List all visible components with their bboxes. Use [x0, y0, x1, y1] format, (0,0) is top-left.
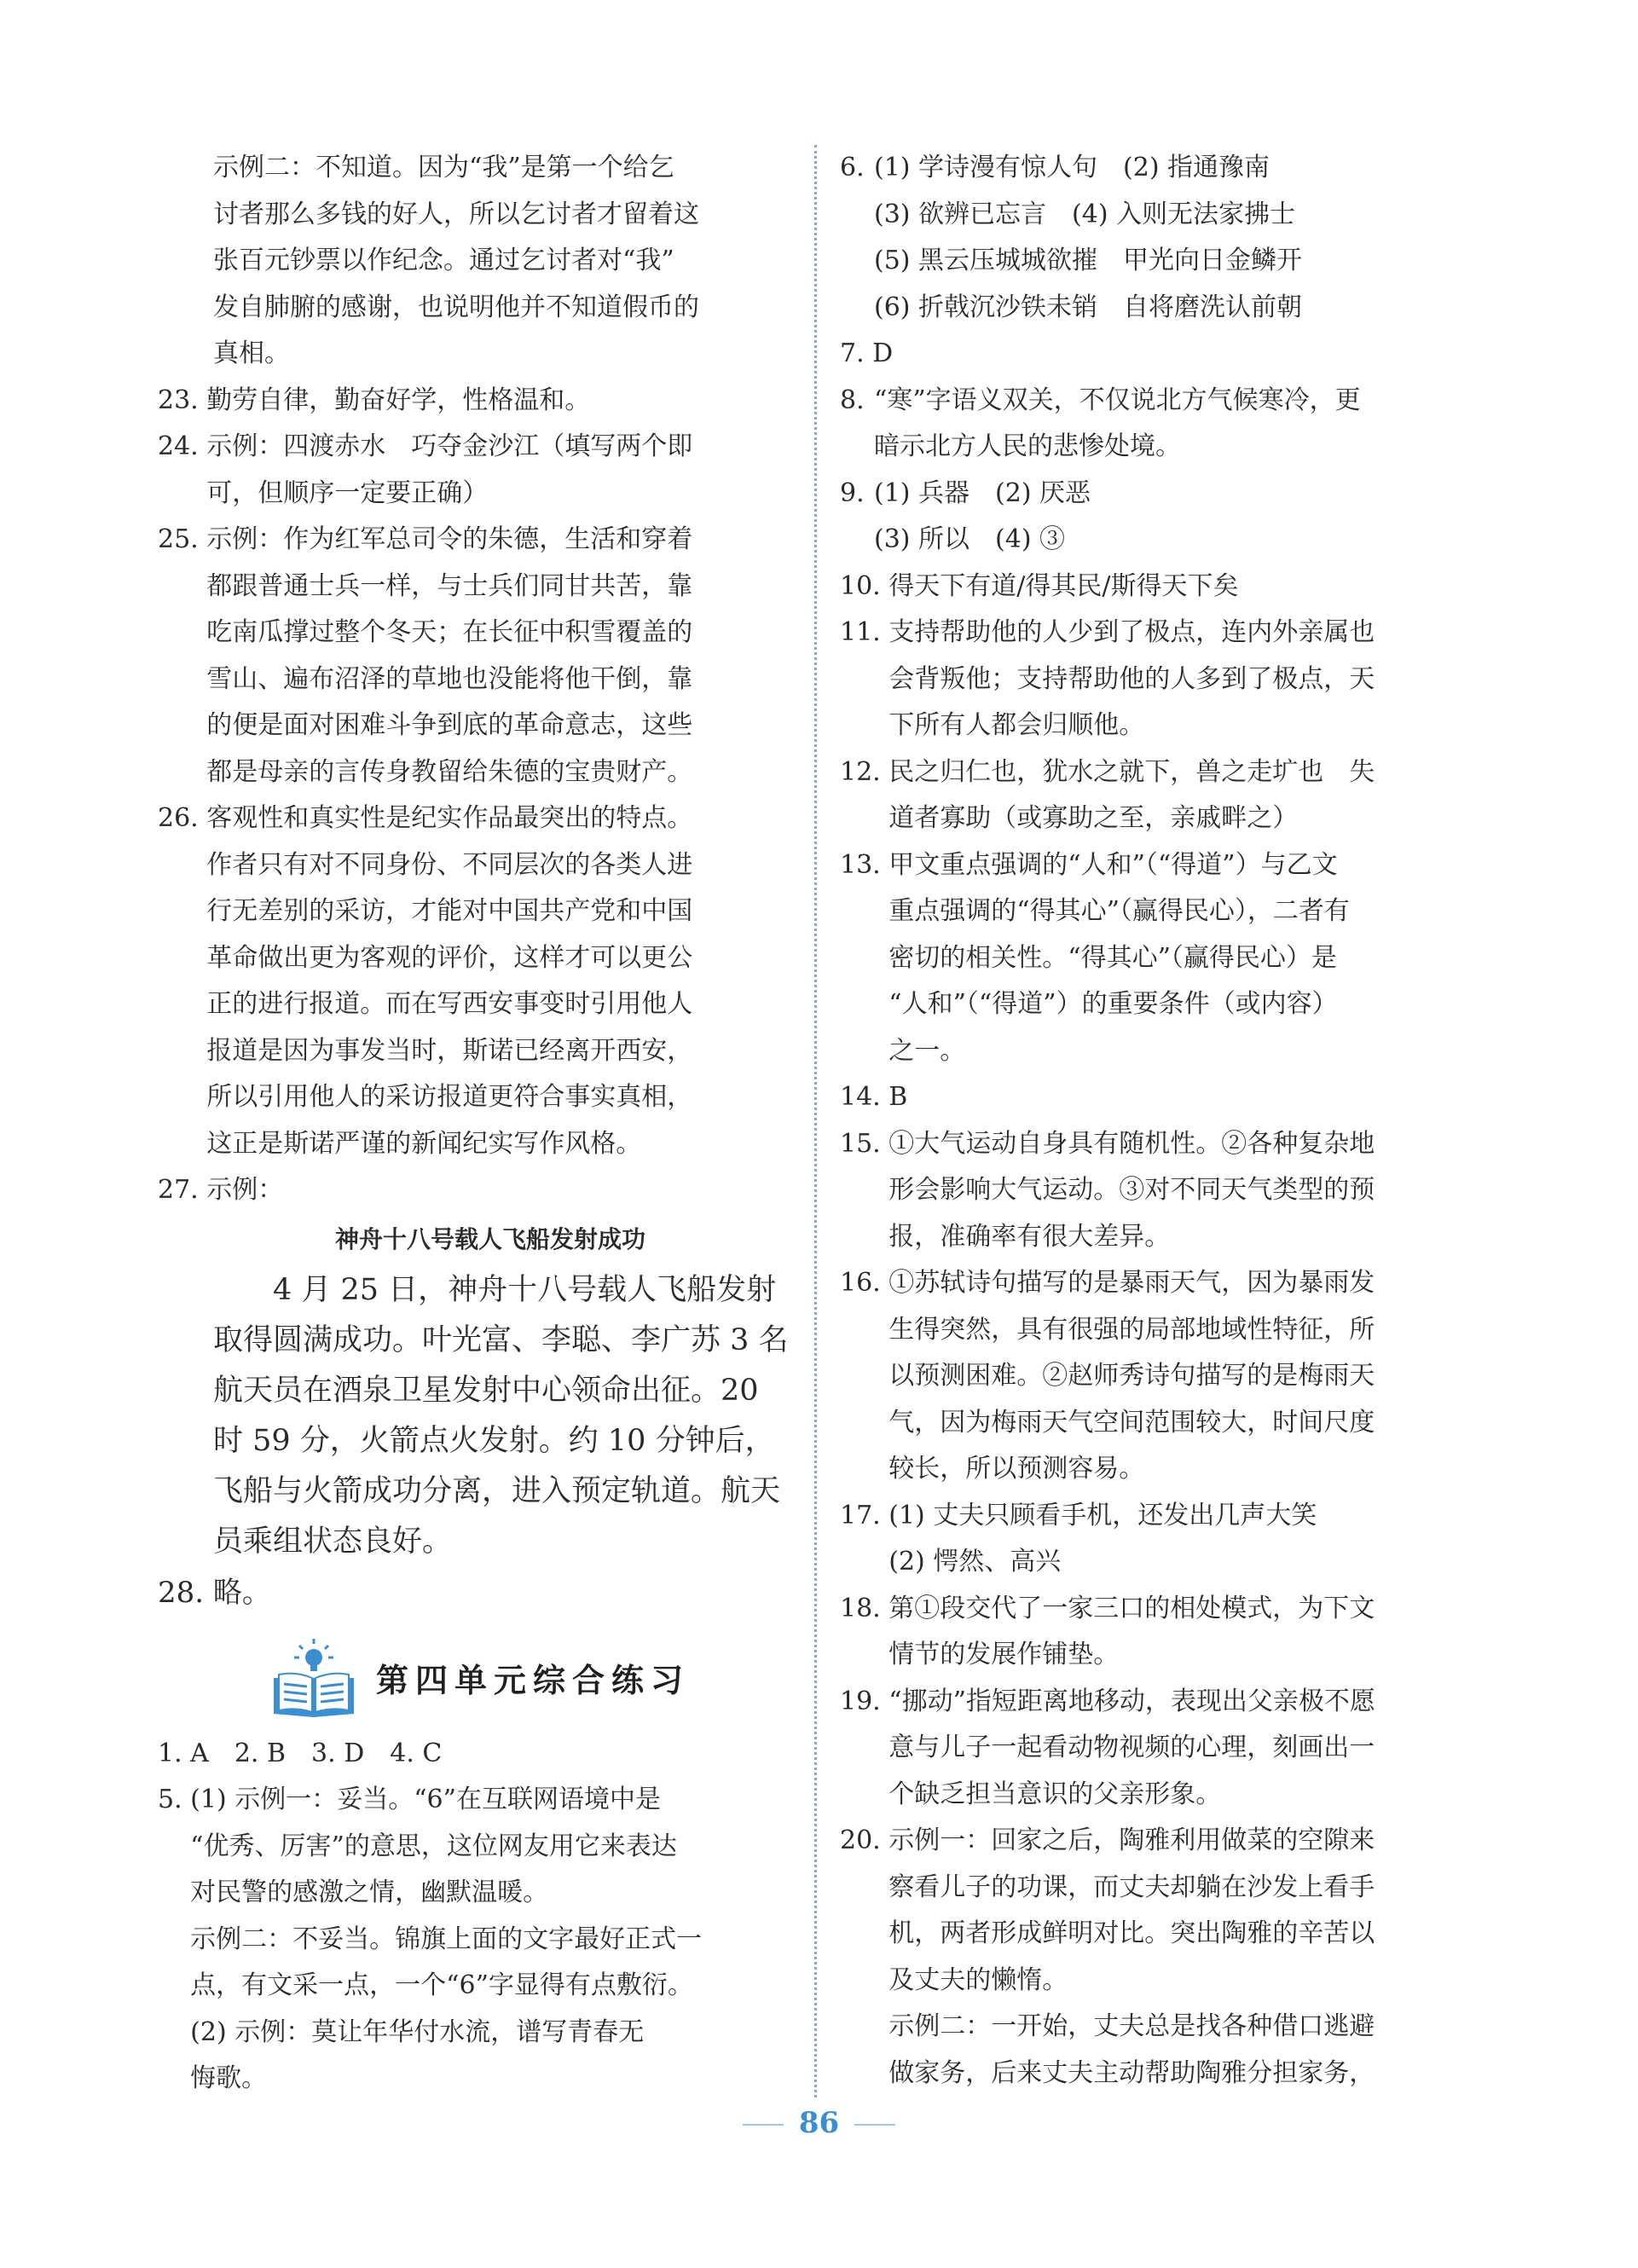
- question-number: 24.: [158, 431, 207, 461]
- text-line: (6) 折戟沉沙铁未销 自将磨洗认前朝: [874, 292, 1303, 322]
- text-line: 勤劳自律，勤奋好学，性格温和。: [206, 385, 591, 415]
- question-number: 16.: [840, 1268, 889, 1298]
- text-line: (1) 丈夫只顾看手机，还发出几声大笑: [888, 1500, 1317, 1530]
- answer-7: [840, 331, 1454, 378]
- question-number: 9.: [840, 477, 873, 508]
- text-line: 报道是因为事发当时，斯诺已经离开西安，: [206, 1035, 693, 1066]
- answer-23: [158, 378, 789, 425]
- news-title: 神舟十八号载人飞船发射成功: [334, 1224, 645, 1253]
- text-line: 会背叛他；支持帮助他的人多到了极点，天: [888, 663, 1375, 694]
- text-line: 以预测困难。②赵师秀诗句描写的是梅雨天: [888, 1361, 1375, 1391]
- question-number: 7.: [840, 338, 873, 368]
- text-line: B: [888, 1082, 908, 1112]
- page-number-rule-left: [743, 2124, 784, 2126]
- question-number: 15.: [840, 1128, 889, 1159]
- text-line: 对民警的感激之情，幽默温暖。: [190, 1877, 549, 1907]
- answer-16: [840, 1260, 1454, 1493]
- open-book-lightbulb-icon: [269, 1637, 359, 1719]
- text-line: (1) 示例一：妥当。“6”在互联网语境中是: [190, 1785, 661, 1814]
- question-number: 27.: [158, 1175, 207, 1205]
- text-line: (1) 学诗漫有惊人句 (2) 指通豫南: [874, 153, 1270, 182]
- text-line: (2) 愕然、高兴: [888, 1547, 1062, 1577]
- text-line: 发自肺腑的感谢，也说明他并不知道假币的: [213, 292, 699, 322]
- text-line: “人和”（“得道”）的重要条件（或内容）: [888, 989, 1338, 1019]
- text-line: 道者寡助（或寡助之至，亲戚畔之）: [888, 803, 1299, 833]
- text-line: 之一。: [888, 1035, 966, 1066]
- text-line: 作者只有对不同身份、不同层次的各类人进: [206, 849, 693, 880]
- question-number: 23.: [158, 385, 207, 415]
- text-line: (2) 示例：莫让年华付水流，谱写青春无: [190, 2016, 645, 2047]
- right-column: [840, 145, 1454, 2097]
- text-line: 下所有人都会归顺他。: [888, 710, 1145, 740]
- answer-5: [158, 1777, 789, 2103]
- page-number-rule-right: [854, 2124, 895, 2126]
- text-line: ①大气运动自身具有随机性。②各种复杂地: [888, 1128, 1375, 1159]
- text-line: (3) 欲辨已忘言 (4) 入则无法家拂士: [874, 199, 1296, 229]
- text-line: “优秀、厉害”的意思，这位网友用它来表达: [190, 1831, 677, 1861]
- text-line: 都是母亲的言传身教留给朱德的宝贵财产。: [206, 756, 693, 787]
- answer-28: [158, 1567, 789, 1618]
- question-number: 20.: [840, 1825, 889, 1855]
- unit-heading: [269, 1637, 789, 1719]
- unit-title: 第四单元综合练习: [376, 1662, 691, 1699]
- text-line: 较长，所以预测容易。: [888, 1454, 1145, 1484]
- answer-19: [840, 1679, 1454, 1819]
- question-number: 19.: [840, 1686, 889, 1716]
- question-number: 17.: [840, 1500, 889, 1530]
- answer-27: [158, 1167, 789, 1214]
- text-line: 及丈夫的懒惰。: [888, 1964, 1068, 1995]
- text-line: 正的进行报道。而在写西安事变时引用他人: [206, 989, 693, 1019]
- text-line: 意与儿子一起看动物视频的心理，刻画出一: [888, 1733, 1375, 1762]
- answer-9: [840, 471, 1454, 564]
- text-line: 第①段交代了一家三口的相处模式，为下文: [888, 1593, 1375, 1623]
- question-number: 8.: [840, 385, 873, 415]
- answer-12: [840, 749, 1454, 842]
- text-line: 这正是斯诺严谨的新闻纪实写作风格。: [206, 1128, 642, 1159]
- text-line: 机，两者形成鲜明对比。突出陶雅的辛苦以: [888, 1918, 1375, 1948]
- question-number: 13.: [840, 849, 889, 880]
- page-number-text: 86: [798, 2106, 840, 2140]
- text-line: 重点强调的“得其心”（赢得民心），二者有: [888, 896, 1350, 926]
- question-number: 25.: [158, 524, 207, 554]
- text-line: 略。: [212, 1575, 271, 1610]
- answer-14: [840, 1074, 1454, 1121]
- answer-6: [840, 145, 1454, 331]
- answer-11: [840, 610, 1454, 749]
- text-line: 做家务，后来丈夫主动帮助陶雅分担家务，: [888, 2057, 1375, 2088]
- text-line: 密切的相关性。“得其心”（赢得民心）是: [888, 942, 1337, 973]
- text-line: 行无差别的采访，才能对中国共产党和中国: [206, 896, 693, 926]
- text-line: 的便是面对困难斗争到底的革命意志，这些: [206, 710, 693, 740]
- answer-15: [840, 1121, 1454, 1261]
- answer-26: [158, 796, 789, 1167]
- question-number: 26.: [158, 803, 207, 833]
- text-line: 真相。: [213, 338, 290, 368]
- text-line: 示例：四渡赤水 巧夺金沙江（填写两个即: [206, 431, 693, 461]
- news-body: 4 月 25 日，神舟十八号载人飞船发射取得圆满成功。叶光富、李聪、李广苏 3 名航天员在酒泉卫星发射中心领命出征。20 时 59 分，火箭点火发射。约 10 分钟后，飞船与火箭成功分离，进入预定轨道。航天员乘组状态良好。: [213, 1272, 789, 1559]
- answer-8: [840, 378, 1454, 471]
- text-line: (3) 所以 (4) ③: [874, 524, 1066, 554]
- answer-13: [840, 842, 1454, 1075]
- text-line: 示例二：不妥当。锦旗上面的文字最好正式一: [190, 1924, 703, 1954]
- question-number: 5.: [158, 1785, 191, 1814]
- answer-25: [158, 517, 789, 796]
- text-line: D: [872, 338, 894, 368]
- text-line: 民之归仁也，犹水之就下，兽之走圹也 失: [888, 756, 1375, 787]
- text-line: 悔歌。: [190, 2063, 268, 2093]
- text-line: 得天下有道/得其民/斯得天下矣: [888, 570, 1239, 601]
- question-number: 12.: [840, 756, 889, 787]
- text-line: 察看儿子的功课，而丈夫却躺在沙发上看手: [888, 1872, 1375, 1902]
- text-line: 可，但顺序一定要正确）: [206, 477, 489, 508]
- text-line: 都跟普通士兵一样，与士兵们同甘共苦，靠: [206, 570, 693, 601]
- text-line: ①苏轼诗句描写的是暴雨天气，因为暴雨发: [888, 1268, 1375, 1298]
- text-line: “挪动”指短距离地移动，表现出父亲极不愿: [888, 1686, 1375, 1716]
- text-line: (1) 兵器 (2) 厌恶: [874, 477, 1091, 508]
- text-line: 气，因为梅雨天气空间范围较大，时间尺度: [888, 1407, 1375, 1438]
- column-divider: [814, 145, 817, 2097]
- question-number: 11.: [840, 617, 889, 647]
- answer-10: [840, 564, 1454, 610]
- text-line: 情节的发展作铺垫。: [888, 1640, 1120, 1669]
- question-number: 6.: [840, 153, 873, 182]
- text-line: (5) 黑云压城城欲摧 甲光向日金鳞开: [874, 246, 1303, 275]
- question-number: 10.: [840, 570, 889, 601]
- text-line: 示例二：一开始，丈夫总是找各种借口逃避: [888, 2011, 1375, 2041]
- text-line: 讨者那么多钱的好人，所以乞讨者才留着这: [213, 199, 699, 229]
- text-line: 革命做出更为客观的评价，这样才可以更公: [206, 942, 693, 973]
- answer-17: [840, 1493, 1454, 1586]
- text-line: 支持帮助他的人少到了极点，连内外亲属也: [888, 617, 1375, 647]
- text-line: 示例二：不知道。因为“我”是第一个给乞: [213, 153, 674, 182]
- answer-22-continued: [158, 145, 789, 378]
- text-line: 暗示北方人民的悲惨处境。: [874, 431, 1181, 461]
- answers-1-4: 1. A 2. B 3. D 4. C: [158, 1738, 443, 1768]
- question-number: 28.: [158, 1575, 213, 1610]
- text-line: 报，准确率有很大差异。: [888, 1221, 1171, 1252]
- text-line: 示例一：回家之后，陶雅利用做菜的空隙来: [888, 1825, 1375, 1855]
- page-number: [0, 2106, 1638, 2140]
- answer-20: [840, 1818, 1454, 2097]
- text-line: 个缺乏担当意识的父亲形象。: [888, 1779, 1222, 1809]
- text-line: 雪山、遍布沼泽的草地也没能将他干倒，靠: [206, 663, 693, 694]
- text-line: 张百元钞票以作纪念。通过乞讨者对“我”: [213, 246, 674, 275]
- text-line: 示例：: [206, 1175, 284, 1205]
- text-line: 吃南瓜撑过整个冬天；在长征中积雪覆盖的: [206, 617, 693, 647]
- text-line: “寒”字语义双关，不仅说北方气候寒冷，更: [874, 385, 1361, 415]
- text-line: 生得突然，具有很强的局部地域性特征，所: [888, 1314, 1375, 1345]
- text-line: 客观性和真实性是纪实作品最突出的特点。: [206, 803, 693, 833]
- text-line: 甲文重点强调的“人和”（“得道”）与乙文: [888, 849, 1338, 880]
- text-line: 所以引用他人的采访报道更符合事实真相，: [206, 1082, 693, 1112]
- question-number: 14.: [840, 1082, 889, 1112]
- text-line: 形会影响大气运动。③对不同天气类型的预: [888, 1175, 1375, 1205]
- answer-18: [840, 1586, 1454, 1679]
- text-line: 点，有文采一点，一个“6”字显得有点敷衍。: [190, 1970, 693, 2000]
- text-line: 示例：作为红军总司令的朱德，生活和穿着: [206, 524, 693, 554]
- question-number: 18.: [840, 1593, 889, 1623]
- answer-24: [158, 424, 789, 517]
- left-column: [158, 145, 789, 2103]
